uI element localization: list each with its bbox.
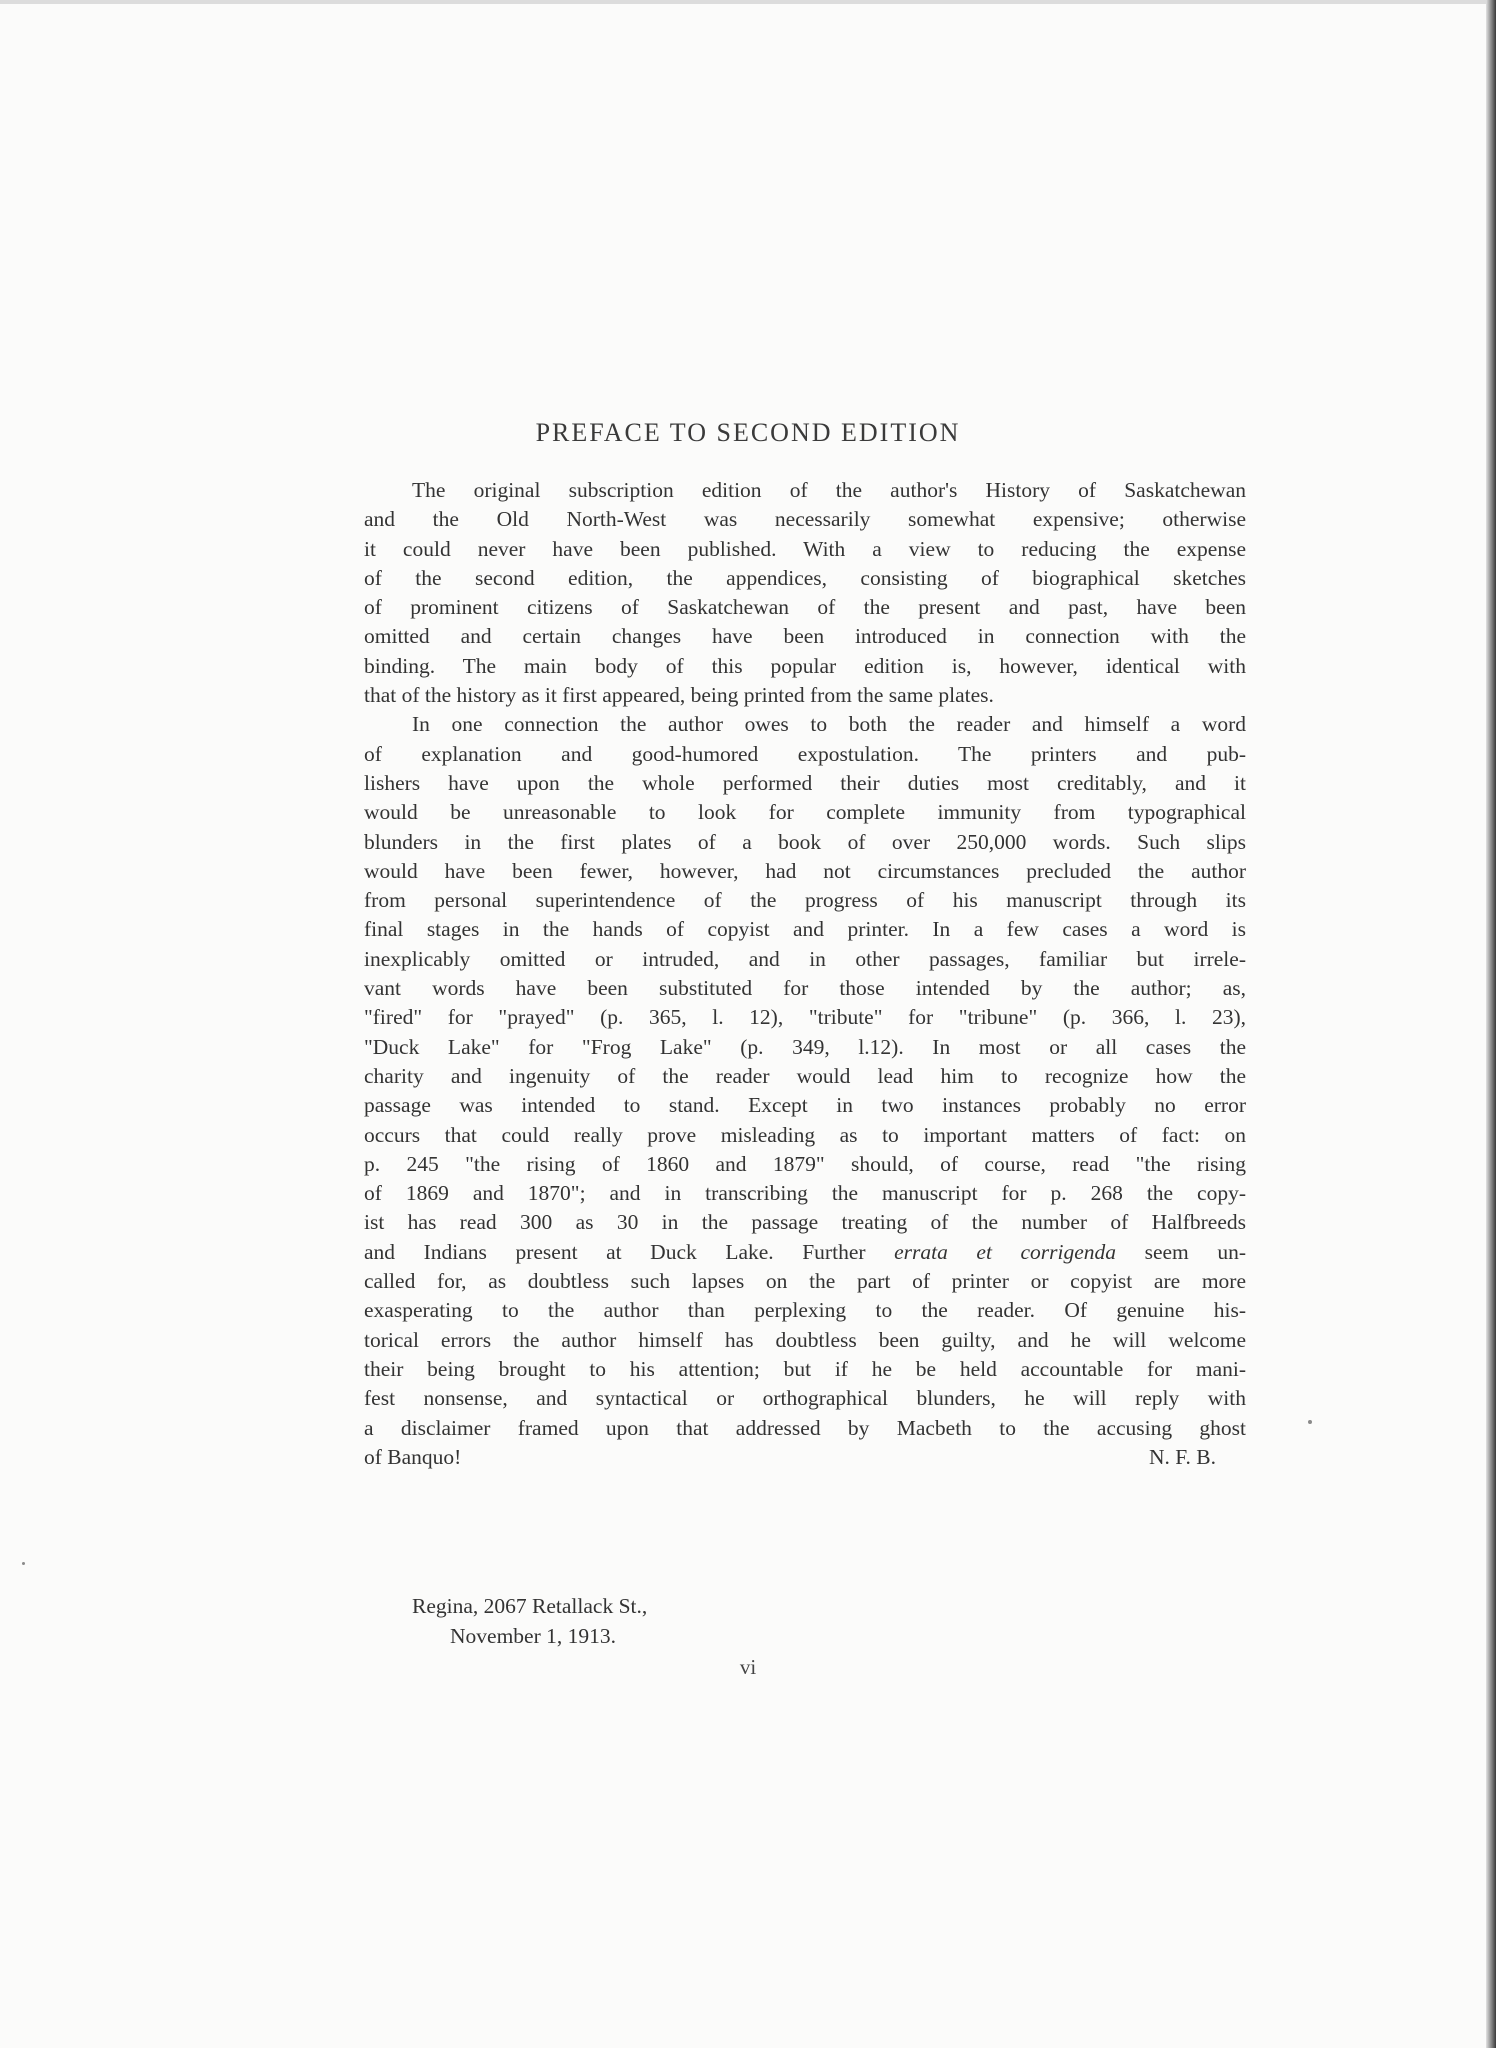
text-line: that of the history as it first appeared, being printed from the same plates.	[364, 683, 994, 708]
text-line: from personal superintendence of the progress of his manuscript through its	[364, 888, 1246, 913]
text-line: it could never have been published. With a view to reducing the expense	[364, 536, 1246, 561]
text-run: seem un-	[1116, 1239, 1246, 1264]
text-line: p. 245 "the rising of 1860 and 1879" should, of course, read "the rising	[364, 1151, 1246, 1176]
text-line: passage was intended to stand. Except in two instances probably no error	[364, 1093, 1246, 1118]
italic-phrase: errata et corrigenda	[894, 1239, 1117, 1264]
text-line: occurs that could really prove misleading as to important matters of fact: on	[364, 1122, 1246, 1147]
preface-body	[364, 476, 1246, 1472]
text-line: blunders in the first plates of a book of over 250,000 words. Such slips	[364, 829, 1246, 854]
text-line: of prominent citizens of Saskatchewan of the present and past, have been	[364, 595, 1246, 620]
text-line: lishers have upon the whole performed their duties most creditably, and it	[364, 770, 1246, 795]
text-line: In one connection the author owes to both the reader and himself a word	[412, 712, 1246, 737]
page-top-edge	[0, 0, 1496, 4]
text-line: of 1869 and 1870"; and in transcribing the manuscript for p. 268 the copy-	[364, 1181, 1246, 1206]
text-line: of the second edition, the appendices, consisting of biographical sketches	[364, 565, 1246, 590]
text-line: final stages in the hands of copyist and printer. In a few cases a word is	[364, 917, 1246, 942]
text-line: omitted and certain changes have been introduced in connection with the	[364, 624, 1246, 649]
scan-speck	[1308, 1420, 1312, 1424]
text-line: would be unreasonable to look for complete immunity from typographical	[364, 800, 1246, 825]
closing-line	[364, 1443, 1246, 1472]
text-line: binding. The main body of this popular edition is, however, identical with	[364, 653, 1246, 678]
page-number: vi	[739, 1655, 757, 1679]
text-line: inexplicably omitted or intruded, and in other passages, familiar but irrele-	[364, 946, 1246, 971]
text-run: and Indians present at Duck Lake. Further	[364, 1239, 895, 1264]
text-line: and the Old North-West was necessarily somewhat expensive; otherwise	[364, 507, 1246, 532]
text-line: torical errors the author himself has doubtless been guilty, and he will welcome	[364, 1327, 1246, 1352]
text-line: of explanation and good-humored expostulation. The printers and pub-	[364, 741, 1246, 766]
text-line: fest nonsense, and syntactical or orthographical blunders, he will reply with	[364, 1386, 1246, 1411]
text-line: The original subscription edition of the author's History of Saskatchewan	[412, 478, 1246, 502]
page-title: PREFACE TO SECOND EDITION	[535, 418, 961, 447]
text-line: ist has read 300 as 30 in the passage treating of the number of Halfbreeds	[364, 1210, 1246, 1235]
text-line: charity and ingenuity of the reader would lead him to recognize how the	[364, 1063, 1246, 1088]
text-line: would have been fewer, however, had not circumstances precluded the author	[364, 858, 1246, 883]
text-line: "Duck Lake" for "Frog Lake" (p. 349, l.12). In most or all cases the	[364, 1034, 1246, 1059]
text-line	[364, 1238, 1246, 1267]
place-line: Regina, 2067 Retallack St.,	[412, 1594, 648, 1618]
text-line: exasperating to the author than perplexing to the reader. Of genuine his-	[364, 1298, 1246, 1323]
text-line: called for, as doubtless such lapses on the part of printer or copyist are more	[364, 1269, 1246, 1294]
scan-speck	[22, 1562, 25, 1565]
text-line: "fired" for "prayed" (p. 365, l. 12), "tribute" for "tribune" (p. 366, l. 23),	[364, 1005, 1246, 1030]
text-line: their being brought to his attention; but if he be held accountable for mani-	[364, 1356, 1246, 1381]
text-line: a disclaimer framed upon that addressed by Macbeth to the accusing ghost	[364, 1415, 1246, 1440]
date-line: November 1, 1913.	[450, 1624, 616, 1648]
page-right-edge	[1486, 0, 1496, 2048]
text-line: vant words have been substituted for those intended by the author; as,	[364, 976, 1246, 1001]
author-initials: N. F. B.	[1149, 1444, 1216, 1469]
last-line-text: of Banquo!	[364, 1444, 462, 1469]
